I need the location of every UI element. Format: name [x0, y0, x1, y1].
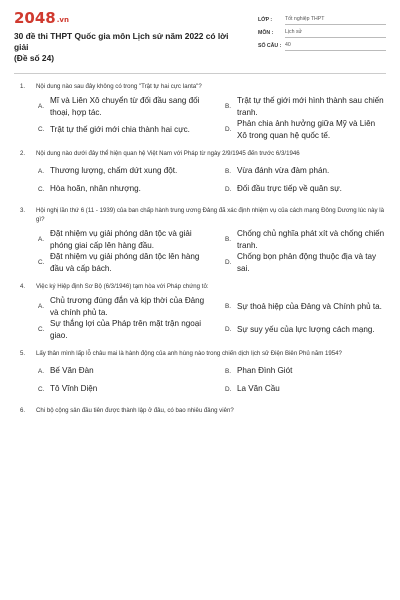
answer-option-a[interactable] — [38, 95, 207, 118]
option-text: Phan Đình Giót — [237, 366, 293, 376]
option-letter: D. — [225, 326, 232, 333]
question-5 — [14, 349, 386, 398]
logo-main: 2048 — [14, 9, 56, 27]
answer-option-c[interactable] — [38, 180, 207, 198]
option-letter: D. — [225, 185, 232, 193]
option-letter: D. — [225, 259, 232, 266]
question-2 — [14, 149, 386, 198]
option-letter: C. — [38, 259, 45, 266]
answer-option-b[interactable] — [217, 362, 386, 380]
option-text: Vừa đánh vừa đàm phán. — [237, 166, 330, 176]
title-line-1: 30 đề thi THPT Quốc gia môn Lịch sử năm 2022 có lời giải — [14, 31, 229, 52]
option-letter: A. — [38, 367, 45, 375]
option-text: Sự thắng lợi của Pháp trên mặt trận ngoại giao. — [50, 319, 202, 340]
answer-option-b[interactable] — [217, 295, 386, 318]
title-line-2: (Đề số 24) — [14, 53, 55, 63]
option-letter: C. — [38, 385, 45, 393]
question-4 — [14, 282, 386, 341]
question-3 — [14, 206, 386, 274]
question-number: 6. — [20, 407, 26, 414]
meta-value: Tốt nghiệp THPT — [285, 16, 386, 25]
answer-option-c[interactable] — [38, 318, 207, 341]
question-number: 5. — [20, 350, 26, 357]
meta-row-count — [258, 38, 386, 51]
option-text: Trật tự thế giới mới chia thành hai cực. — [50, 124, 190, 134]
answer-option-a[interactable] — [38, 162, 207, 180]
question-number: 2. — [20, 150, 26, 157]
option-text: Bế Văn Đàn — [50, 366, 94, 376]
meta-panel — [258, 12, 386, 51]
site-logo[interactable] — [14, 10, 239, 28]
question-number: 4. — [20, 283, 26, 290]
header — [14, 10, 386, 64]
answer-option-b[interactable] — [217, 228, 386, 251]
option-letter: B. — [225, 303, 232, 310]
answer-option-c[interactable] — [38, 251, 207, 274]
meta-key: MÔN : — [258, 30, 274, 36]
option-text: Chủ trương đúng đắn và kịp thời của Đảng và chính phủ ta. — [50, 296, 205, 317]
question-text: Lấy thân mình lấp lỗ châu mai là hành động của anh hùng nào trong chiến dịch lịch sử Điện Biên Phủ năm 1954? — [36, 350, 342, 357]
option-letter: B. — [225, 236, 232, 243]
option-letter: C. — [38, 126, 45, 133]
answer-options — [14, 95, 386, 141]
option-letter: D. — [225, 126, 232, 133]
answer-options — [14, 162, 386, 198]
option-text: Sự suy yếu của lực lượng cách mạng. — [237, 324, 375, 334]
question-stem — [14, 149, 386, 158]
meta-row-subject — [258, 25, 386, 38]
option-text: Phản chia ảnh hưởng giữa Mỹ và Liên Xô trong quan hệ quốc tế. — [237, 119, 376, 140]
answer-options — [14, 362, 386, 398]
answer-option-c[interactable] — [38, 118, 207, 141]
question-6 — [14, 406, 386, 415]
option-letter: B. — [225, 367, 232, 375]
question-stem — [14, 82, 386, 91]
question-stem — [14, 349, 386, 358]
question-text: Nội dung nào sau đây không có trong "Trật tự hai cực Ianta"? — [36, 83, 202, 90]
question-number: 1. — [20, 83, 26, 90]
meta-key: SỐ CÂU : — [258, 43, 282, 49]
meta-value: Lịch sử — [285, 29, 386, 38]
document-title — [14, 31, 239, 64]
answer-option-b[interactable] — [217, 95, 386, 118]
header-divider — [14, 73, 386, 74]
answer-options — [14, 228, 386, 274]
answer-option-d[interactable] — [217, 118, 386, 141]
option-text: La Văn Cầu — [237, 384, 280, 394]
question-stem — [14, 206, 386, 224]
logo-suffix: .vn — [56, 16, 69, 24]
option-text: Mĩ và Liên Xô chuyển từ đối đầu sang đối thoại, hợp tác. — [50, 96, 200, 117]
meta-row-class — [258, 12, 386, 25]
question-stem — [14, 282, 386, 291]
meta-value: 40 — [285, 42, 386, 51]
answer-option-d[interactable] — [217, 380, 386, 398]
answer-option-d[interactable] — [217, 180, 386, 198]
answer-option-d[interactable] — [217, 251, 386, 274]
option-text: Thương lượng, chấm dứt xung đột. — [50, 166, 178, 176]
question-number: 3. — [20, 207, 26, 214]
option-text: Hòa hoãn, nhân nhượng. — [50, 184, 141, 194]
option-text: Chống bọn phản động thuộc địa và tay sai. — [237, 252, 377, 273]
question-list — [14, 82, 386, 415]
option-letter: C. — [38, 185, 45, 193]
option-letter: A. — [38, 303, 45, 310]
option-text: Đặt nhiệm vụ giải phóng dân tộc và giải phóng giai cấp lên hàng đầu. — [50, 229, 192, 250]
option-text: Trật tự thế giới mới hình thành sau chiến tranh. — [237, 96, 384, 117]
question-text: Nội dung nào dưới đây thể hiện quan hệ Việt Nam với Pháp từ ngày 2/9/1945 đến trước 6/3/1946 — [36, 150, 300, 157]
option-letter: A. — [38, 236, 45, 243]
question-stem — [14, 406, 386, 415]
question-1 — [14, 82, 386, 141]
option-text: Chống chủ nghĩa phát xít và chống chiến tranh. — [237, 229, 385, 250]
answer-option-d[interactable] — [217, 318, 386, 341]
option-text: Đặt nhiệm vụ giải phóng dân tộc lên hàng đầu và cấp bách. — [50, 252, 200, 273]
answer-option-c[interactable] — [38, 380, 207, 398]
answer-option-a[interactable] — [38, 362, 207, 380]
answer-option-b[interactable] — [217, 162, 386, 180]
header-left — [14, 10, 239, 64]
option-letter: C. — [38, 326, 45, 333]
option-letter: A. — [38, 103, 45, 110]
option-letter: B. — [225, 103, 232, 110]
option-text: Sự thoả hiệp của Đảng và Chính phủ ta. — [237, 301, 382, 311]
answer-option-a[interactable] — [38, 295, 207, 318]
answer-options — [14, 295, 386, 341]
option-letter: D. — [225, 385, 232, 393]
question-text: Việc ký Hiệp định Sơ Bộ (6/3/1946) tạm hòa với Pháp chứng tỏ: — [36, 283, 209, 290]
answer-option-a[interactable] — [38, 228, 207, 251]
question-text: Chi bộ cộng sản đầu tiên được thành lập ở đâu, có bao nhiêu đảng viên? — [36, 407, 234, 414]
option-text: Đối đầu trực tiếp về quân sự. — [237, 184, 342, 194]
option-letter: A. — [38, 167, 45, 175]
question-text: Hội nghị lần thứ 6 (11 - 1939) của ban chấp hành trung ương Đảng đã xác định nhiệm vụ của cách mạng Đông Dương lúc này là gì? — [36, 207, 385, 223]
meta-key: LỚP : — [258, 17, 273, 23]
option-text: Tô Vĩnh Diện — [50, 384, 98, 394]
option-letter: B. — [225, 167, 232, 175]
